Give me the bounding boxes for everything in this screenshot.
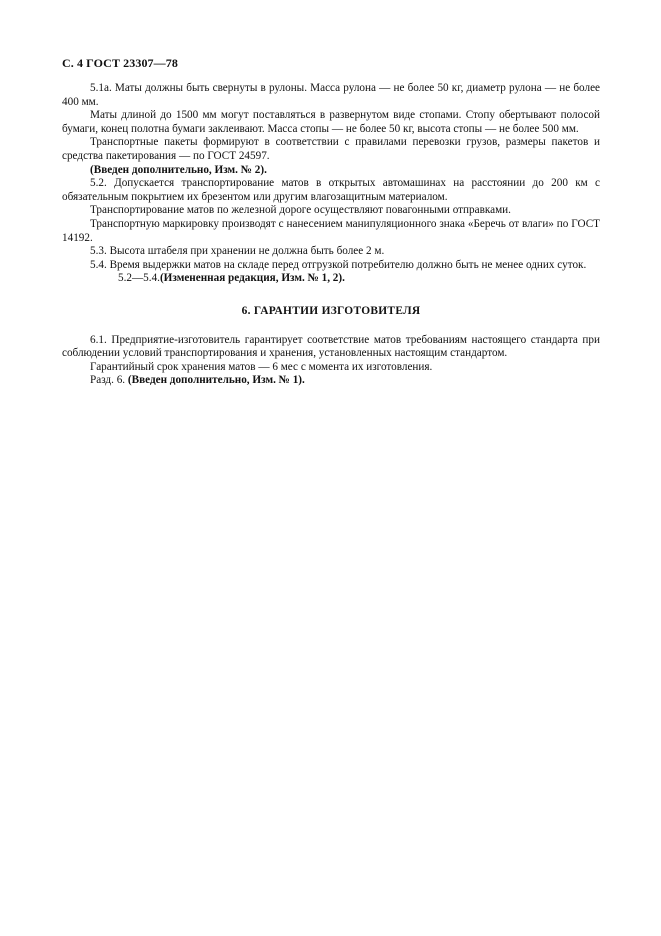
amendment-note-1: (Введен дополнительно, Изм. № 1). bbox=[127, 374, 305, 387]
paragraph-rail: Транспортирование матов по железной дороге осуществляют повагонными отправками. bbox=[90, 204, 511, 217]
amendment-note-changed: (Измененная редакция, Изм. № 1, 2). bbox=[159, 272, 345, 285]
document-body bbox=[62, 82, 600, 388]
amendment-line-section-6 bbox=[62, 374, 600, 388]
paragraph-marking: Транспортную маркировку производят с нанесением манипуляционного знака «Беречь от влаги» по ГОСТ 14192. bbox=[62, 217, 600, 244]
paragraph-warranty: Гарантийный срок хранения матов — 6 мес с момента их изготовления. bbox=[90, 360, 433, 373]
paragraph-packages: Транспортные пакеты формируют в соответствии с правилами перевозки грузов, размеры пакетов и средства пакетирования — по ГОСТ 24597. bbox=[62, 136, 600, 162]
paragraph-6-1: 6.1. Предприятие-изготовитель гарантирует соответствие матов требованиям настоящего стандарта при соблюдении условий транспортирования и хранения, установленных настоящим стандартом. bbox=[62, 333, 600, 360]
paragraph-5-3: 5.3. Высота штабеля при хранении не должна быть более 2 м. bbox=[90, 245, 385, 258]
amendment-line-5-2-5-4 bbox=[62, 272, 600, 286]
page-header: С. 4 ГОСТ 23307—78 bbox=[62, 56, 178, 70]
paragraph-5-1a: 5.1а. Маты должны быть свернуты в рулоны. Масса рулона — не более 50 кг, диаметр рулона — не более 400 мм. bbox=[62, 82, 600, 108]
section-reference: Разд. 6. bbox=[90, 374, 126, 387]
paragraph-5-4: 5.4. Время выдержки матов на складе перед отгрузкой потребителю должно быть не менее одних суток. bbox=[90, 258, 587, 271]
section-6-title: 6. ГАРАНТИИ ИЗГОТОВИТЕЛЯ bbox=[241, 304, 421, 317]
paragraph-5-2: 5.2. Допускается транспортирование матов в открытых автомашинах на расстоянии до 200 км с обязательным покрытием их брезентом или другим влагозащитным материалом. bbox=[62, 177, 600, 203]
clause-reference: 5.2—5.4. bbox=[118, 272, 160, 285]
paragraph-stacks: Маты длиной до 1500 мм могут поставляться в развернутом виде стопами. Стопу обертывают полосой бумаги, конец полотна бумаги заклеивают. Масса стопы — не более 50 кг, высота стопы — не более 500 мм. bbox=[62, 109, 600, 135]
amendment-note-2: (Введен дополнительно, Изм. № 2). bbox=[90, 163, 267, 176]
